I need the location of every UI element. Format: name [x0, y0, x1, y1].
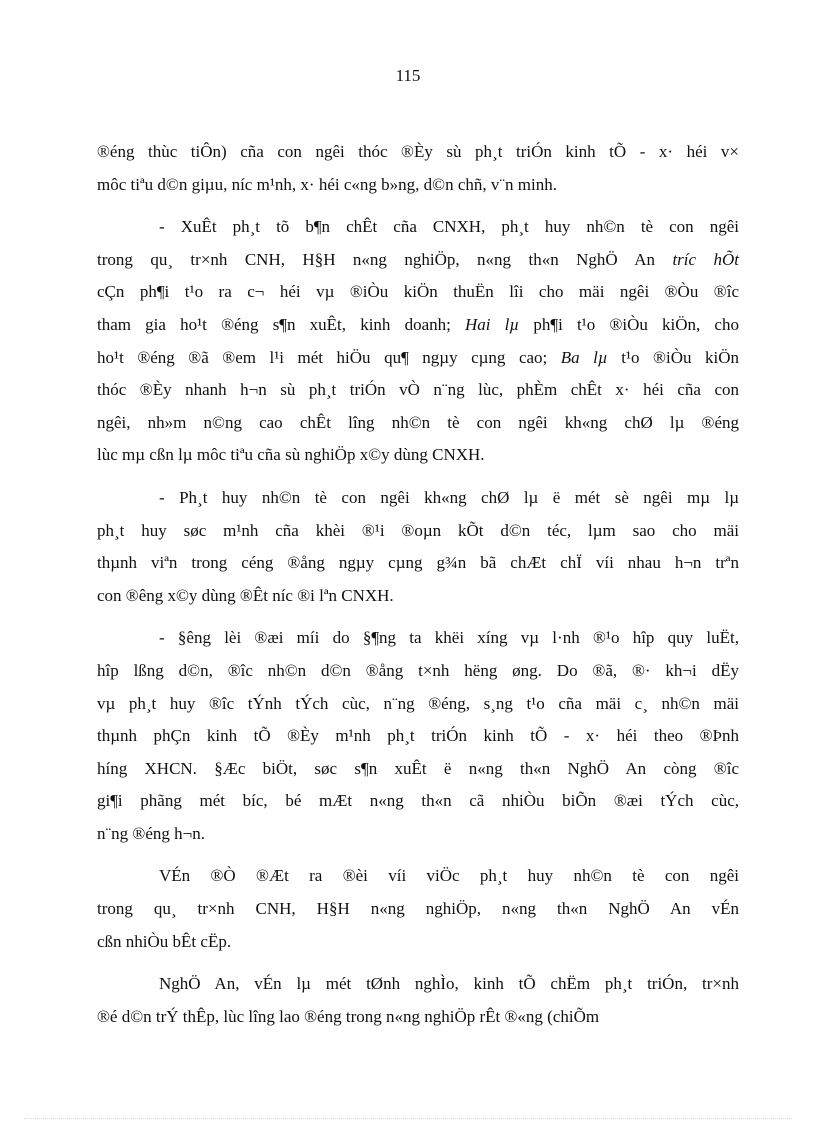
text-line [97, 860, 739, 893]
italic-text-run: tríc hÕt [672, 249, 739, 269]
text-run: thµnh phÇn kinh tÕ ®Èy m¹nh ph¸t triÓn kinh tÕ - x· héi theo ®Þnh [97, 726, 739, 746]
text-line [97, 374, 739, 407]
paragraph [97, 622, 739, 850]
text-line [97, 893, 739, 926]
text-line [97, 1001, 739, 1034]
body-text [97, 136, 739, 1043]
text-line [97, 785, 739, 818]
text-run: t¹o ®iÒu kiÖn [607, 347, 739, 367]
text-run: con ®êng x©y dùng ®Êt níc ®i lªn CNXH. [97, 585, 394, 605]
text-run: vµ ph¸t huy ®îc tÝnh tÝch cùc, n¨ng ®éng, s¸ng t¹o cña mäi c¸ nh©n mäi [97, 693, 739, 713]
text-run: thµnh viªn trong céng ®ång ngµy cµng g¾n bã chÆt chÏ víi nhau h¬n trªn [97, 553, 739, 573]
page-number: 115 [395, 66, 421, 85]
text-run: - §êng lèi ®æi míi do §¶ng ta khëi xíng vµ l·nh ®¹o hîp quy luËt, [159, 628, 739, 648]
text-line [97, 580, 739, 613]
text-run: híng XHCN. §Æc biÖt, søc s¶n xuÊt ë n«ng th«n NghÖ An còng ®îc [97, 758, 739, 778]
text-line [97, 753, 739, 786]
text-line [97, 622, 739, 655]
text-run: - XuÊt ph¸t tõ b¶n chÊt cña CNXH, ph¸t huy nh©n tè con ngêi [159, 217, 739, 237]
paragraph [97, 968, 739, 1033]
text-run: lùc mµ cßn lµ môc tiªu cña sù nghiÖp x©y dùng CNXH. [97, 445, 485, 465]
text-run: trong qu¸ tr×nh CNH, H§H n«ng nghiÖp, n«ng th«n NghÖ An [97, 249, 673, 269]
text-run: VÉn ®Ò ®Æt ra ®èi víi viÖc ph¸t huy nh©n tè con ngêi [159, 866, 739, 886]
text-line [97, 547, 739, 580]
text-run: cÇn ph¶i t¹o ra c¬ héi vµ ®iÒu kiÖn thuËn lîi cho mäi ngêi ®Òu ®îc [97, 282, 739, 302]
text-run: trong qu¸ tr×nh CNH, H§H n«ng nghiÖp, n«ng th«n NghÖ An vÉn [97, 899, 739, 919]
text-run: tham gia ho¹t ®éng s¶n xuÊt, kinh doanh; [97, 314, 466, 334]
text-line [97, 136, 739, 169]
text-line [97, 926, 739, 959]
text-run: - Ph¸t huy nh©n tè con ngêi kh«ng chØ lµ ë mét sè ngêi mµ lµ [159, 487, 739, 507]
text-line [97, 309, 739, 342]
text-run: môc tiªu d©n giµu, níc m¹nh, x· héi c«ng b»ng, d©n chñ, v¨n minh. [97, 174, 557, 194]
text-line [97, 482, 739, 515]
text-line [97, 818, 739, 851]
paragraph [97, 211, 739, 472]
text-line [97, 688, 739, 721]
paragraph [97, 136, 739, 201]
text-line [97, 342, 739, 375]
text-run: thóc ®Èy nhanh h¬n sù ph¸t triÓn vÒ n¨ng lùc, phÈm chÊt x· héi cña con [97, 380, 739, 400]
text-run: ngêi, nh»m n©ng cao chÊt lîng nh©n tè con ngêi kh«ng chØ lµ ®éng [97, 412, 739, 432]
text-line [97, 720, 739, 753]
text-run: gi¶i phãng mét bíc, bé mÆt n«ng th«n cã nhiÒu biÕn ®æi tÝch cùc, [97, 791, 739, 811]
text-line [97, 515, 739, 548]
text-run: NghÖ An, vÉn lµ mét tØnh nghÌo, kinh tÕ chËm ph¸t triÓn, tr×nh [159, 974, 739, 994]
text-run: ph¶i t¹o ®iÒu kiÖn, cho [519, 314, 739, 334]
text-run: hîp lßng d©n, ®îc nh©n d©n ®ång t×nh hëng øng. Do ®ã, ®· kh¬i dËy [97, 660, 739, 680]
page-bottom-divider [24, 1118, 792, 1119]
text-run: ph¸t huy søc m¹nh cña khèi ®¹i ®oµn kÕt d©n téc, lµm sao cho mäi [97, 520, 739, 540]
text-run: n¨ng ®éng h¬n. [97, 823, 205, 843]
italic-text-run: Ba lµ [560, 347, 608, 367]
text-run: ®é d©n trÝ thÊp, lùc lîng lao ®éng trong n«ng nghiÖp rÊt ®«ng (chiÕm [97, 1006, 600, 1026]
text-line [97, 276, 739, 309]
paragraph [97, 482, 739, 612]
text-line [97, 211, 739, 244]
text-line [97, 968, 739, 1001]
text-line [97, 439, 739, 472]
paragraph [97, 860, 739, 958]
italic-text-run: Hai lµ [465, 314, 520, 334]
text-line [97, 169, 739, 202]
text-line [97, 655, 739, 688]
text-run: ho¹t ®éng ®ã ®em l¹i mét hiÖu qu¶ ngµy cµng cao; [97, 347, 561, 367]
text-run: cßn nhiÒu bÊt cËp. [97, 931, 232, 951]
text-line [97, 244, 739, 277]
text-run: ®éng thùc tiÔn) cña con ngêi thóc ®Èy sù ph¸t triÓn kinh tÕ - x· héi v× [97, 142, 739, 161]
text-line [97, 407, 739, 440]
